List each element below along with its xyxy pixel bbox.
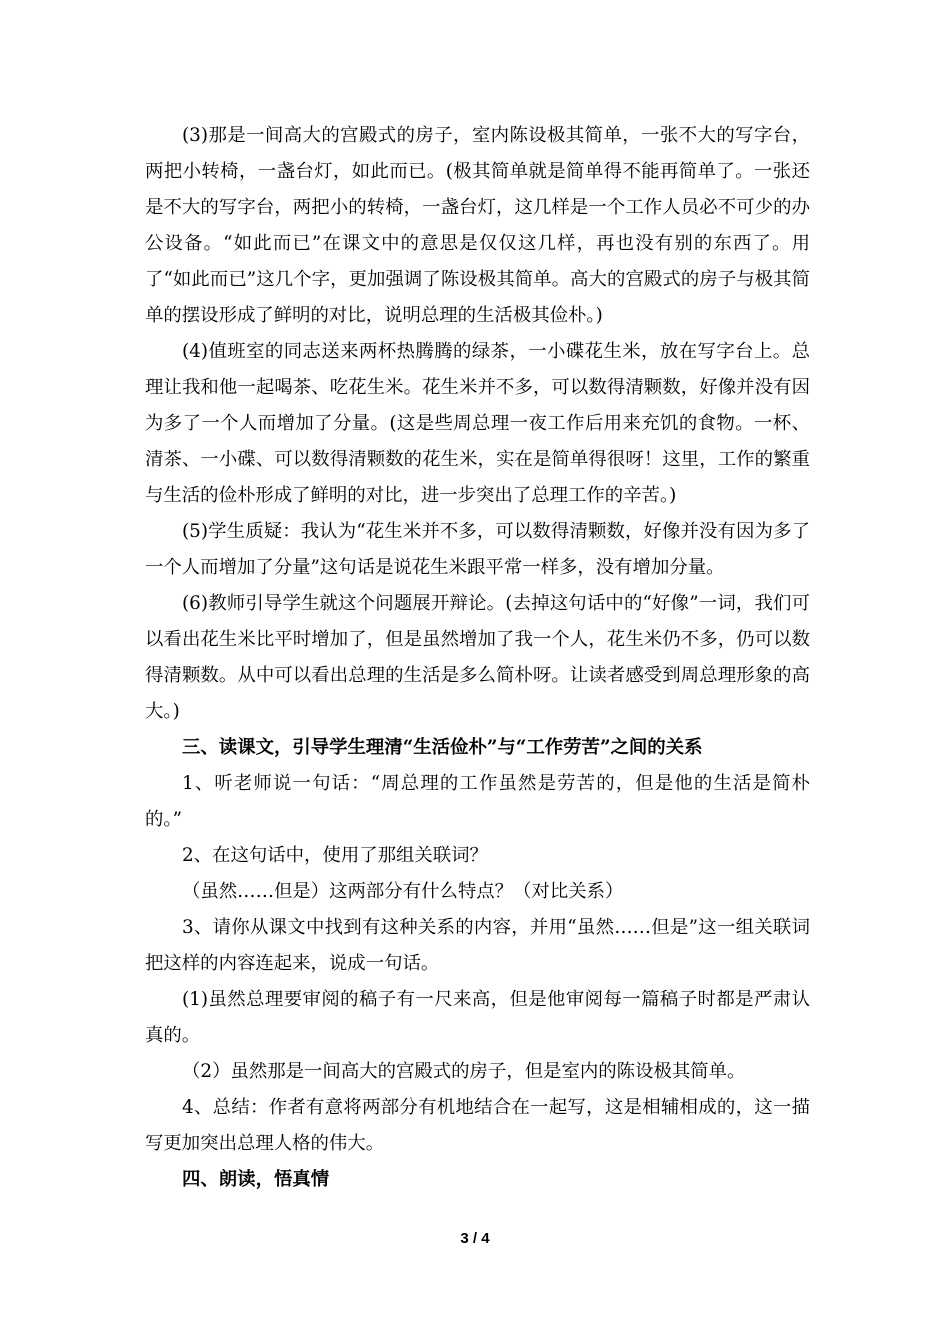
section-heading-four: 四、朗读，悟真情 [182, 1169, 330, 1190]
step-2-features: （虽然……但是）这两部分有什么特点？（对比关系） [182, 881, 624, 902]
paragraph-3-furnishings: (3)那是一间高大的宫殿式的房子，室内陈设极其简单，一张不大的写字台，两把小转椅，一盏台灯，如此而已。(极其简单就是简单得不能再简单了。一张还是不大的写字台，两把小的转椅，一盏台灯，这几样是一个工作人员必不可少的办公设备。“如此而已”在课文中的意思是仅仅这几样，再也没有别的东西了。用了“如此而已”这几个字，更加强调了陈设极其简单。高大的宫殿式的房子与极其简单的摆设形成了鲜明的对比，说明总理的生活极其俭朴。) [145, 125, 810, 326]
step-1-teacher-sentence: 1、听老师说一句话：“周总理的工作虽然是劳苦的，但是他的生活是简朴的。” [145, 773, 810, 830]
section-heading-three: 三、读课文，引导学生理清“生活俭朴”与“工作劳苦”之间的关系 [182, 737, 703, 758]
step-2-conjunction-question: 2、在这句话中，使用了那组关联词？ [182, 845, 488, 866]
page-number: 3 / 4 [460, 1230, 490, 1247]
document-body [145, 118, 810, 1198]
example-2-palace-room: （2）虽然那是一间高大的宫殿式的房子，但是室内的陈设极其简单。 [182, 1061, 746, 1082]
paragraph-6-teacher-debate: (6)教师引导学生就这个问题展开辩论。(去掉这句话中的“好像”一词，我们可以看出花生米比平时增加了，但是虽然增加了我一个人，花生米仍不多，仍可以数得清颗数。从中可以看出总理的生活是多么简朴呀。让读者感受到周总理形象的高大。) [145, 593, 810, 722]
paragraph-4-peanuts: (4)值班室的同志送来两杯热腾腾的绿茶，一小碟花生米，放在写字台上。总理让我和他一起喝茶、吃花生米。花生米并不多，可以数得清颗数，好像并没有因为多了一个人而增加了分量。(这是些周总理一夜工作后用来充饥的食物。一杯、清茶、一小碟、可以数得清颗数的花生米，实在是简单得很呀！这里，工作的繁重与生活的俭朴形成了鲜明的对比，进一步突出了总理工作的辛苦。) [145, 341, 810, 506]
step-4-summary: 4、总结：作者有意将两部分有机地结合在一起写，这是相辅相成的，这一描写更加突出总理人格的伟大。 [145, 1097, 810, 1154]
step-3-find-content: 3、请你从课文中找到有这种关系的内容，并用“虽然……但是”这一组关联词把这样的内容连起来，说成一句话。 [145, 917, 810, 974]
example-1-manuscripts: (1)虽然总理要审阅的稿子有一尺来高，但是他审阅每一篇稿子时都是严肃认真的。 [145, 989, 810, 1046]
paragraph-5-student-question: (5)学生质疑：我认为“花生米并不多，可以数得清颗数，好像并没有因为多了一个人而增加了分量”这句话是说花生米跟平常一样多，没有增加分量。 [145, 521, 810, 578]
